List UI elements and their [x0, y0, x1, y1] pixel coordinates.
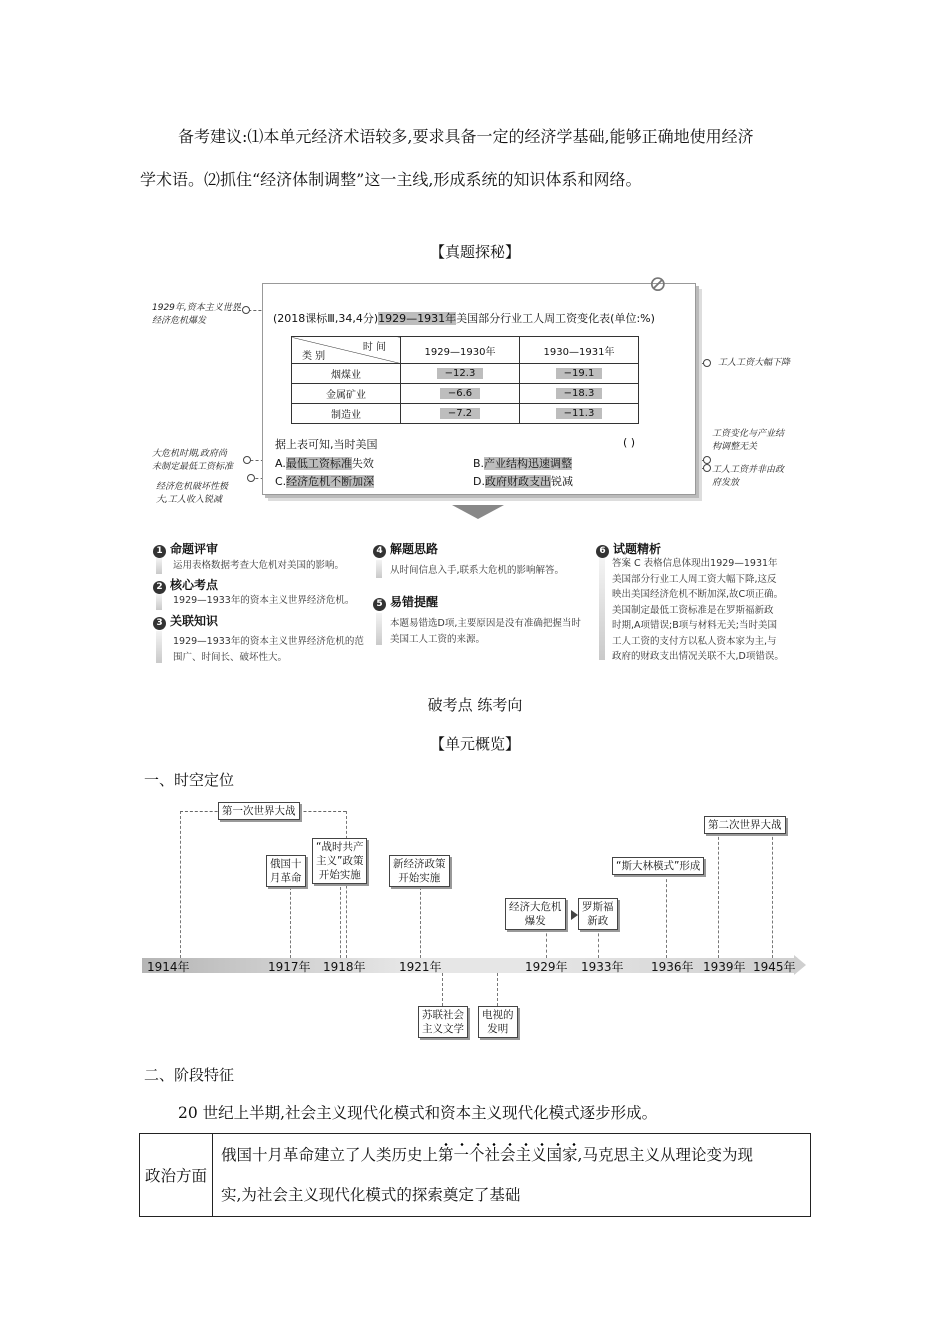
table-corner: 时 间 类 别 — [292, 337, 401, 364]
analysis-text: 1929—1933年的资本主义世界经济危机。 — [173, 595, 355, 606]
event-line — [497, 973, 498, 1006]
event-line — [340, 887, 341, 958]
option-d: D.政府财政支出锐减 — [473, 475, 573, 488]
intro-line-1: 备考建议:⑴本单元经济术语较多,要求具备一定的经济学基础,能够正确地使用经济 — [178, 127, 754, 146]
table-content: 俄国十月革命建立了人类历史上第一个社会主义国家,马克思主义从理论变为现 实,为社会主义现代化模式的探索奠定了基础 — [213, 1134, 811, 1217]
answer-paren: ( ) — [623, 436, 636, 449]
down-arrow-icon — [452, 505, 504, 519]
connector-dot — [703, 464, 711, 472]
down-arrow-icon — [156, 631, 162, 663]
year-label: 1929年 — [525, 960, 568, 974]
note-no-min-wage: 大危机时期,政府尚 未制定最低工资标准 — [152, 449, 234, 472]
ww2-start-line — [718, 832, 719, 958]
note-wage-fall: 工人工资大幅下降 — [718, 358, 791, 368]
down-arrow-icon — [156, 558, 162, 574]
year-label: 1939年 — [703, 960, 746, 974]
table-label: 政治方面 — [140, 1134, 213, 1217]
subtitle: 破考点 练考向 — [427, 696, 523, 714]
event-line — [666, 874, 667, 958]
event-line — [598, 928, 599, 958]
year-label: 1933年 — [581, 960, 624, 974]
note-crisis-outbreak: 1929年,资本主义世界 经济危机爆发 — [152, 303, 241, 326]
analysis-text: 1929—1933年的资本主义世界经济危机的范 — [173, 636, 364, 647]
connector-dot — [247, 474, 255, 482]
ww1-end-line — [346, 811, 347, 958]
col-header: 1930—1931年 — [520, 337, 639, 364]
ww1-start-line — [180, 811, 181, 958]
event-great-depression: 经济大危机 爆发 — [505, 898, 566, 930]
event-line — [420, 887, 421, 958]
ww2-end-line — [772, 832, 773, 958]
analysis-text: 从时间信息入手,联系大危机的影响解答。 — [390, 565, 565, 576]
analysis-heading: 3 关联知识 — [153, 612, 218, 630]
option-c: C.经济危机不断加深 — [275, 475, 375, 488]
stage-text: 20 世纪上半期,社会主义现代化模式和资本主义现代化模式逐步形成。 — [178, 1104, 658, 1122]
question-title: (2018课标Ⅲ,34,4分)1929—1931年美国部分行业工人周工资变化表(单位:%) — [273, 312, 655, 325]
event-line — [546, 928, 547, 958]
section-unit-title: 【单元概览】 — [429, 735, 520, 753]
connector-dot — [703, 456, 711, 464]
down-arrow-icon — [599, 558, 605, 660]
analysis-text: 美国工人工资的来源。 — [390, 634, 486, 645]
event-ww2: 第二次世界大战 — [704, 816, 786, 834]
paperclip-icon: ⊘ — [648, 272, 667, 297]
event-new-deal: 罗斯福 新政 — [578, 898, 618, 930]
arrow-right-icon — [571, 910, 578, 920]
down-arrow-icon — [376, 613, 382, 645]
section-real-title: 【真题探秘】 — [429, 243, 520, 261]
event-october-revolution: 俄国十 月革命 — [266, 855, 306, 887]
analysis-text: 本题易错选D项,主要原因是没有准确把握当时 — [390, 618, 581, 629]
note-unrelated: 工资变化与产业结 构调整无关 — [712, 429, 785, 452]
heading-time-space: 一、时空定位 — [144, 771, 235, 789]
connector-dot — [243, 456, 251, 464]
analysis-text: 围广、时间长、破坏性大。 — [173, 652, 288, 663]
year-label: 1917年 — [268, 960, 311, 974]
event-tv-invention: 电视的 发明 — [478, 1006, 518, 1038]
table-row: 烟煤业 −12.3 −19.1 — [292, 364, 639, 384]
option-a: A.最低工资标准失效 — [275, 457, 374, 470]
note-income-drop: 经济危机破坏性极 大,工人收入锐减 — [156, 482, 229, 505]
exam-question-card — [262, 272, 696, 495]
feature-table — [139, 1133, 811, 1217]
event-stalin-model: “斯大林模式”形成 — [612, 857, 704, 875]
table-row: 金属矿业 −6.6 −18.3 — [292, 384, 639, 404]
event-line — [442, 973, 443, 1006]
heading-stage: 二、阶段特征 — [144, 1066, 235, 1084]
analysis-detail: 答案 C 表格信息体现出1929—1931年 美国部分行业工人周工资大幅下降,这反 映出美国经济危机不断加深,故C项正确。 美国制定最低工资标准是在罗斯福新政 时期,A项错误;B项与材料无关;当时美国 工人工资的支付方以私人资本家为主,与 政府的财政支出情况关联不大,D项错误。 — [612, 558, 784, 662]
emphasized-text: 第一个社会主义国家 — [438, 1142, 578, 1164]
col-header: 1929—1930年 — [401, 337, 520, 364]
analysis-text: 运用表格数据考查大危机对美国的影响。 — [173, 560, 345, 571]
intro-line-2: 学术语。⑵抓住“经济体制调整”这一主线,形成系统的知识体系和网络。 — [140, 170, 642, 189]
wage-table — [291, 336, 639, 424]
analysis-heading: 2 核心考点 — [153, 576, 218, 594]
event-line — [290, 887, 291, 958]
down-arrow-icon — [156, 594, 162, 610]
year-label: 1921年 — [399, 960, 442, 974]
event-ww1: 第一次世界大战 — [218, 802, 300, 820]
analysis-heading: 4 解题思路 — [373, 540, 438, 558]
event-soviet-literature: 苏联社会 主义文学 — [418, 1006, 468, 1038]
down-arrow-icon — [376, 560, 382, 578]
year-label: 1918年 — [323, 960, 366, 974]
analysis-heading: 5 易错提醒 — [373, 593, 438, 611]
analysis-heading: 1 命题评审 — [153, 540, 218, 558]
year-label: 1945年 — [753, 960, 796, 974]
table-row: 制造业 −7.2 −11.3 — [292, 404, 639, 424]
question-stem: 据上表可知,当时美国 — [275, 438, 378, 451]
connector-dot — [242, 306, 250, 314]
connector-dot — [703, 359, 711, 367]
note-not-gov: 工人工资并非由政 府发放 — [712, 465, 785, 488]
analysis-heading: 6 试题精析 — [596, 540, 661, 558]
event-nep: 新经济政策 开始实施 — [389, 855, 450, 887]
event-war-communism: “战时共产 主义”政策 开始实施 — [312, 838, 367, 884]
year-label: 1914年 — [147, 960, 190, 974]
timeline-bar — [142, 958, 794, 973]
year-label: 1936年 — [651, 960, 694, 974]
option-b: B.产业结构迅速调整 — [473, 457, 573, 470]
